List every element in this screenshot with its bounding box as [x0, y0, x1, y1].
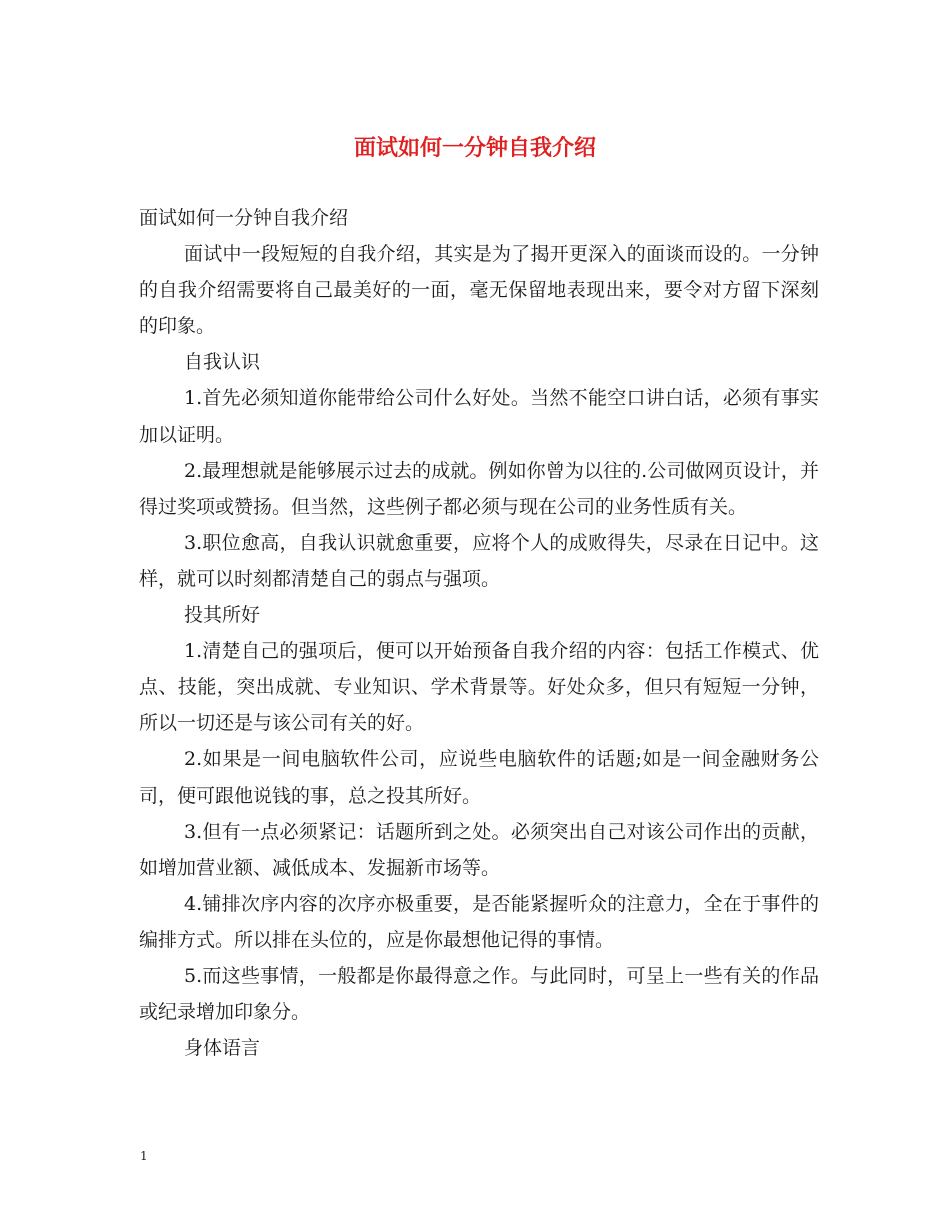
document-body — [139, 200, 819, 1066]
document-title: 面试如何一分钟自我介绍 — [353, 135, 596, 161]
paragraph-heading: 面试如何一分钟自我介绍 — [139, 207, 349, 229]
paragraph: 2.最理想就是能够展示过去的成就。例如你曾为以往的.公司做网页设计，并得过奖项或赞扬。但当然，这些例子都必须与现在公司的业务性质有关。 — [139, 459, 819, 518]
section-heading: 身体语言 — [184, 1037, 261, 1060]
paragraph: 3.但有一点必须紧记：话题所到之处。必须突出自己对该公司作出的贡献，如增加营业额、减低成本、发掘新市场等。 — [139, 820, 819, 879]
paragraph: 2.如果是一间电脑软件公司，应说些电脑软件的话题;如是一间金融财务公司，便可跟他说钱的事，总之投其所好。 — [139, 748, 819, 807]
section-heading: 投其所好 — [184, 604, 261, 627]
page-number: 1 — [140, 1149, 148, 1163]
paragraph: 3.职位愈高，自我认识就愈重要，应将个人的成败得失，尽录在日记中。这样，就可以时刻都清楚自己的弱点与强项。 — [139, 531, 819, 590]
paragraph: 1.清楚自己的强项后，便可以开始预备自我介绍的内容：包括工作模式、优点、技能，突出成就、专业知识、学术背景等。好处众多，但只有短短一分钟，所以一切还是与该公司有关的好。 — [139, 640, 819, 735]
paragraph: 4.铺排次序内容的次序亦极重要，是否能紧握听众的注意力，全在于事件的编排方式。所以排在头位的，应是你最想他记得的事情。 — [139, 892, 819, 951]
section-heading: 自我认识 — [184, 351, 261, 374]
paragraph: 5.而这些事情，一般都是你最得意之作。与此同时，可呈上一些有关的作品或纪录增加印象分。 — [139, 964, 819, 1024]
paragraph: 面试中一段短短的自我介绍，其实是为了揭开更深入的面谈而设的。一分钟的自我介绍需要将自己最美好的一面，毫无保留地表现出来，要令对方留下深刻的印象。 — [139, 243, 819, 338]
paragraph: 1.首先必须知道你能带给公司什么好处。当然不能空口讲白话，必须有事实加以证明。 — [139, 387, 819, 446]
